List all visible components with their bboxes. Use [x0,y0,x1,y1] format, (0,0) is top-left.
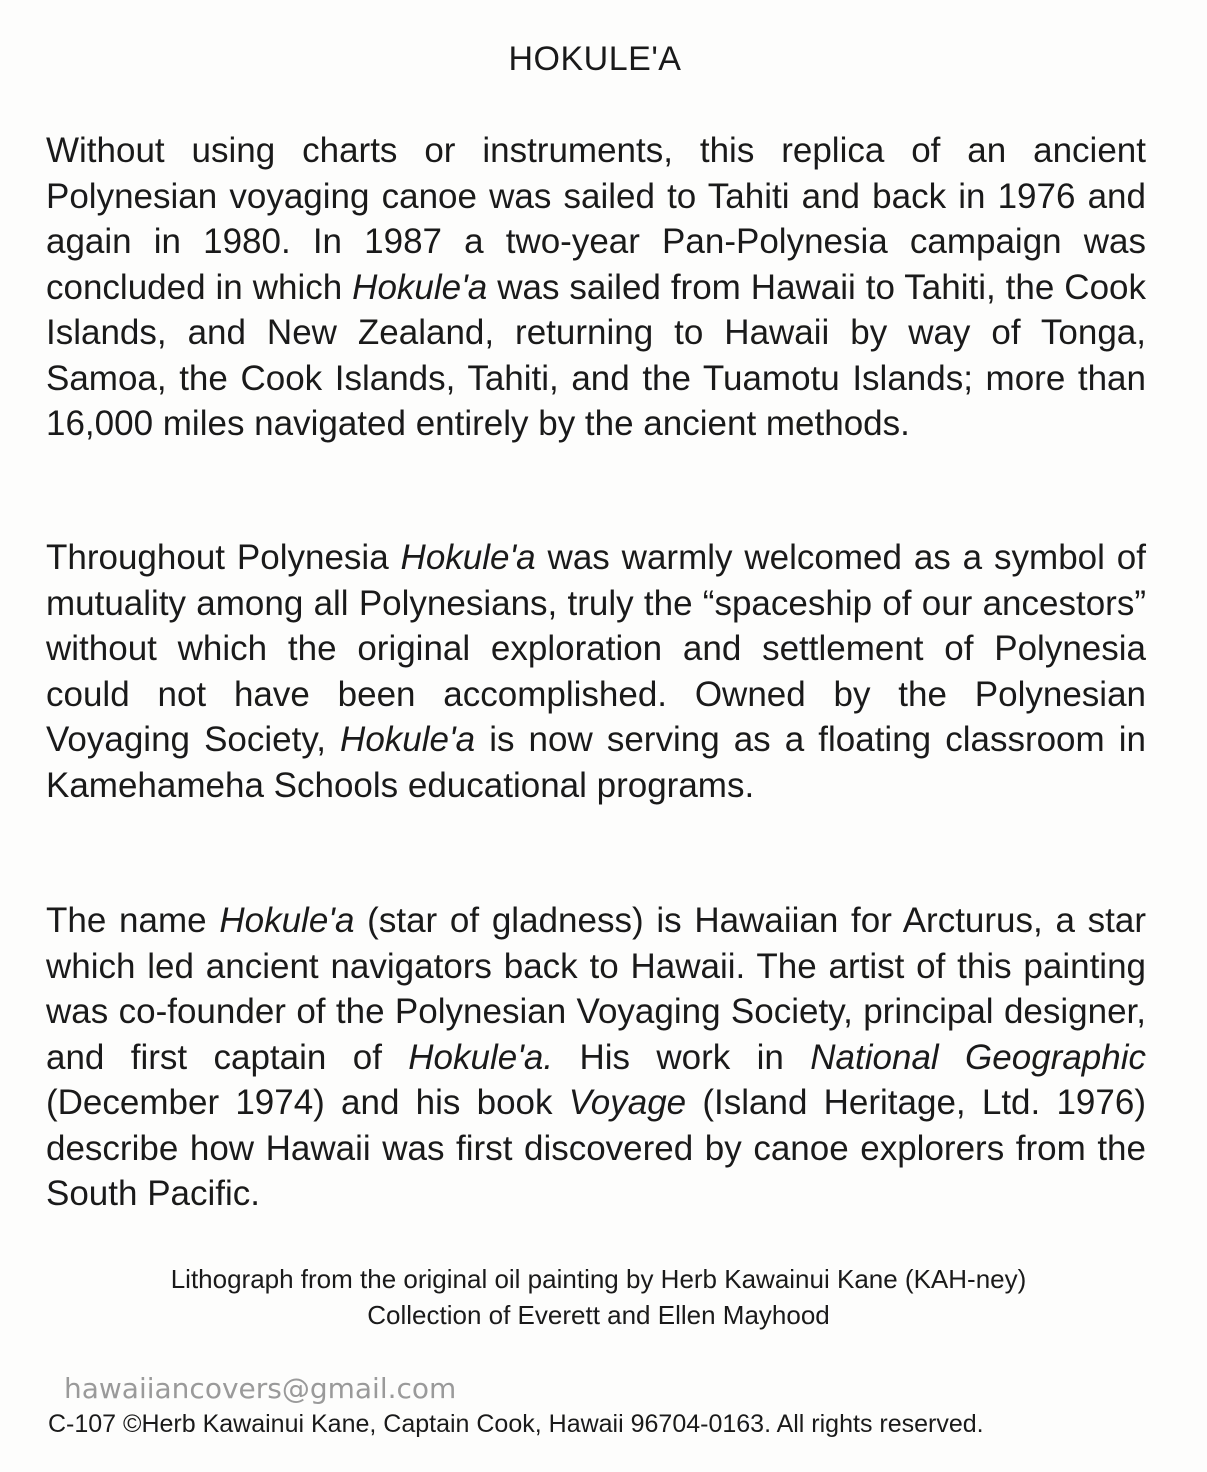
paragraph-name-origin [46,898,1146,1217]
copyright-footer: C-107 ©Herb Kawainui Kane, Captain Cook, Hawaii 96704-0163. All rights reserved. [48,1410,984,1438]
paragraph-text: Without using charts or instruments, this replica of an ancient Polynesian voyaging canoe was sailed to Tahiti and back in 1976 and again in 1980. In 1987 a two-year Pan-Polynesia campaign was concluded in which [46,131,1146,307]
collection-credit: Collection of Everett and Ellen Mayhood [367,1300,830,1330]
italic-canoe-name: Hokule'a [219,901,355,940]
italic-canoe-name: Hokule'a [340,720,476,759]
italic-book-title: Voyage [568,1083,687,1122]
page-title: HOKULE'A [508,40,682,78]
italic-magazine-title: National Geographic [810,1037,1146,1077]
email-watermark: hawaiiancovers@gmail.com [64,1372,457,1405]
paragraph-text: Throughout Polynesia [46,538,401,577]
paragraph-text: (Island Heritage, Ltd. 1976) describe how Hawaii was first discovered by canoe explorers from the South Pacific. [46,1083,1146,1213]
paragraph-text: The name [46,901,220,940]
paragraph-text: (star of gladness) is Hawaiian for Arcturus, a star which led ancient navigators back to Hawaii. The artist of this painting was co-founder of the Polynesian Voyaging Society, principal designer, and first captain of [46,901,1147,1077]
paragraph-text: was warmly welcomed as a symbol of mutuality among all Polynesians, truly the “spaceship of our ancestors” without which the original exploration and settlement of Polynesia could not have been accomplished. Owned by the Polynesian Voyaging Society, [46,538,1146,759]
italic-canoe-name: Hokule'a [400,538,536,577]
paragraph-text: was sailed from Hawaii to Tahiti, the Cook Islands, and New Zealand, returning to Hawaii by way of Tonga, Samoa, the Cook Islands, Tahiti, and the Tuamotu Islands; more than 16,000 miles navigated entirely by the ancient methods. [46,267,1146,443]
lithograph-credit: Lithograph from the original oil painting by Herb Kawainui Kane (KAH-ney) [170,1264,1027,1294]
paragraph-voyages [46,128,1146,447]
paragraph-text: is now serving as a floating classroom in Kamehameha Schools educational programs. [46,720,1146,805]
paragraph-text: (December 1974) and his book [46,1083,569,1122]
italic-canoe-name: Hokule'a. [408,1037,554,1077]
paragraph-welcome [46,535,1146,808]
italic-canoe-name: Hokule'a [352,267,488,307]
paragraph-text: His work in [553,1037,811,1077]
